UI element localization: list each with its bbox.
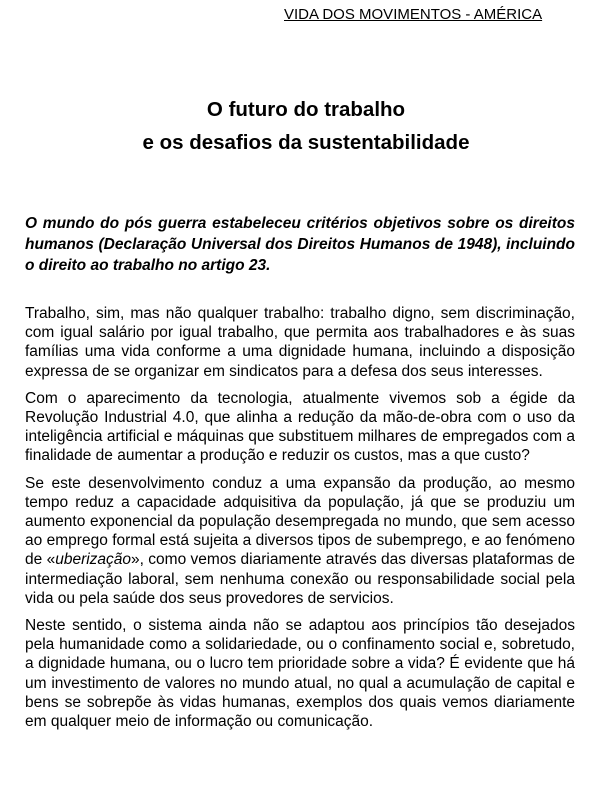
p3-text-after: », como vemos diariamente através das diversas plataformas de intermediação laboral, sem nenhuma conexão ou responsabilidade social pela vida ou pela saúde dos seus provedores de servicios. [25, 551, 575, 607]
section-header: VIDA DOS MOVIMENTOS - AMÉRICA [284, 6, 543, 23]
lead-paragraph: O mundo do pós guerra estabeleceu critérios objetivos sobre os direitos humanos (Declaração Universal dos Direitos Humanos de 1948), incluindo o direito ao trabalho no artigo 23. [25, 215, 575, 274]
body-paragraph-2: Com o aparecimento da tecnologia, atualmente vivemos sob a égide da Revolução Industrial 4.0, que alinha a redução da mão-de-obra com o uso da inteligência artificial e máquinas que substituem milhares de empregados com a finalidade de aumentar a produção e reduzir os custos, mas a que custo? [25, 389, 575, 465]
body-paragraph-3 [25, 474, 575, 608]
p3-emphasis: uberização [55, 551, 132, 569]
article-body [25, 304, 575, 739]
title-line-1: O futuro do trabalho [206, 98, 406, 121]
body-paragraph-1: Trabalho, sim, mas não qualquer trabalho: trabalho digno, sem discriminação, com igual salário por igual trabalho, que permita aos trabalhadores e às suas famílias uma vida conforme a uma dignidade humana, incluindo a disposição expressa de se organizar em sindicatos para a defesa dos seus interesses. [25, 305, 575, 380]
article-title [0, 93, 612, 159]
body-paragraph-4: Neste sentido, o sistema ainda não se adaptou aos princípios tão desejados pela humanidade como a solidariedade, ou o confinamento social e, sobretudo, a dignidade humana, ou o lucro tem prioridade sobre a vida? É evidente que há um investimento de valores no mundo atual, no qual a acumulação de capital e bens se sobrepõe às vidas humanas, exemplos dos quais vemos diariamente em qualquer meio de informação ou comunicação. [25, 617, 575, 731]
p3-text-before: Se este desenvolvimento conduz a uma expansão da produção, ao mesmo tempo reduz a capacidade adquisitiva da população, já que se produziu um aumento exponencial da população desempregada no mundo, que sem acesso ao emprego formal está sujeita a diversos tipos de subemprego, e ao fenómeno de « [25, 474, 575, 569]
title-line-2: e os desafios da sustentabilidade [142, 131, 470, 154]
